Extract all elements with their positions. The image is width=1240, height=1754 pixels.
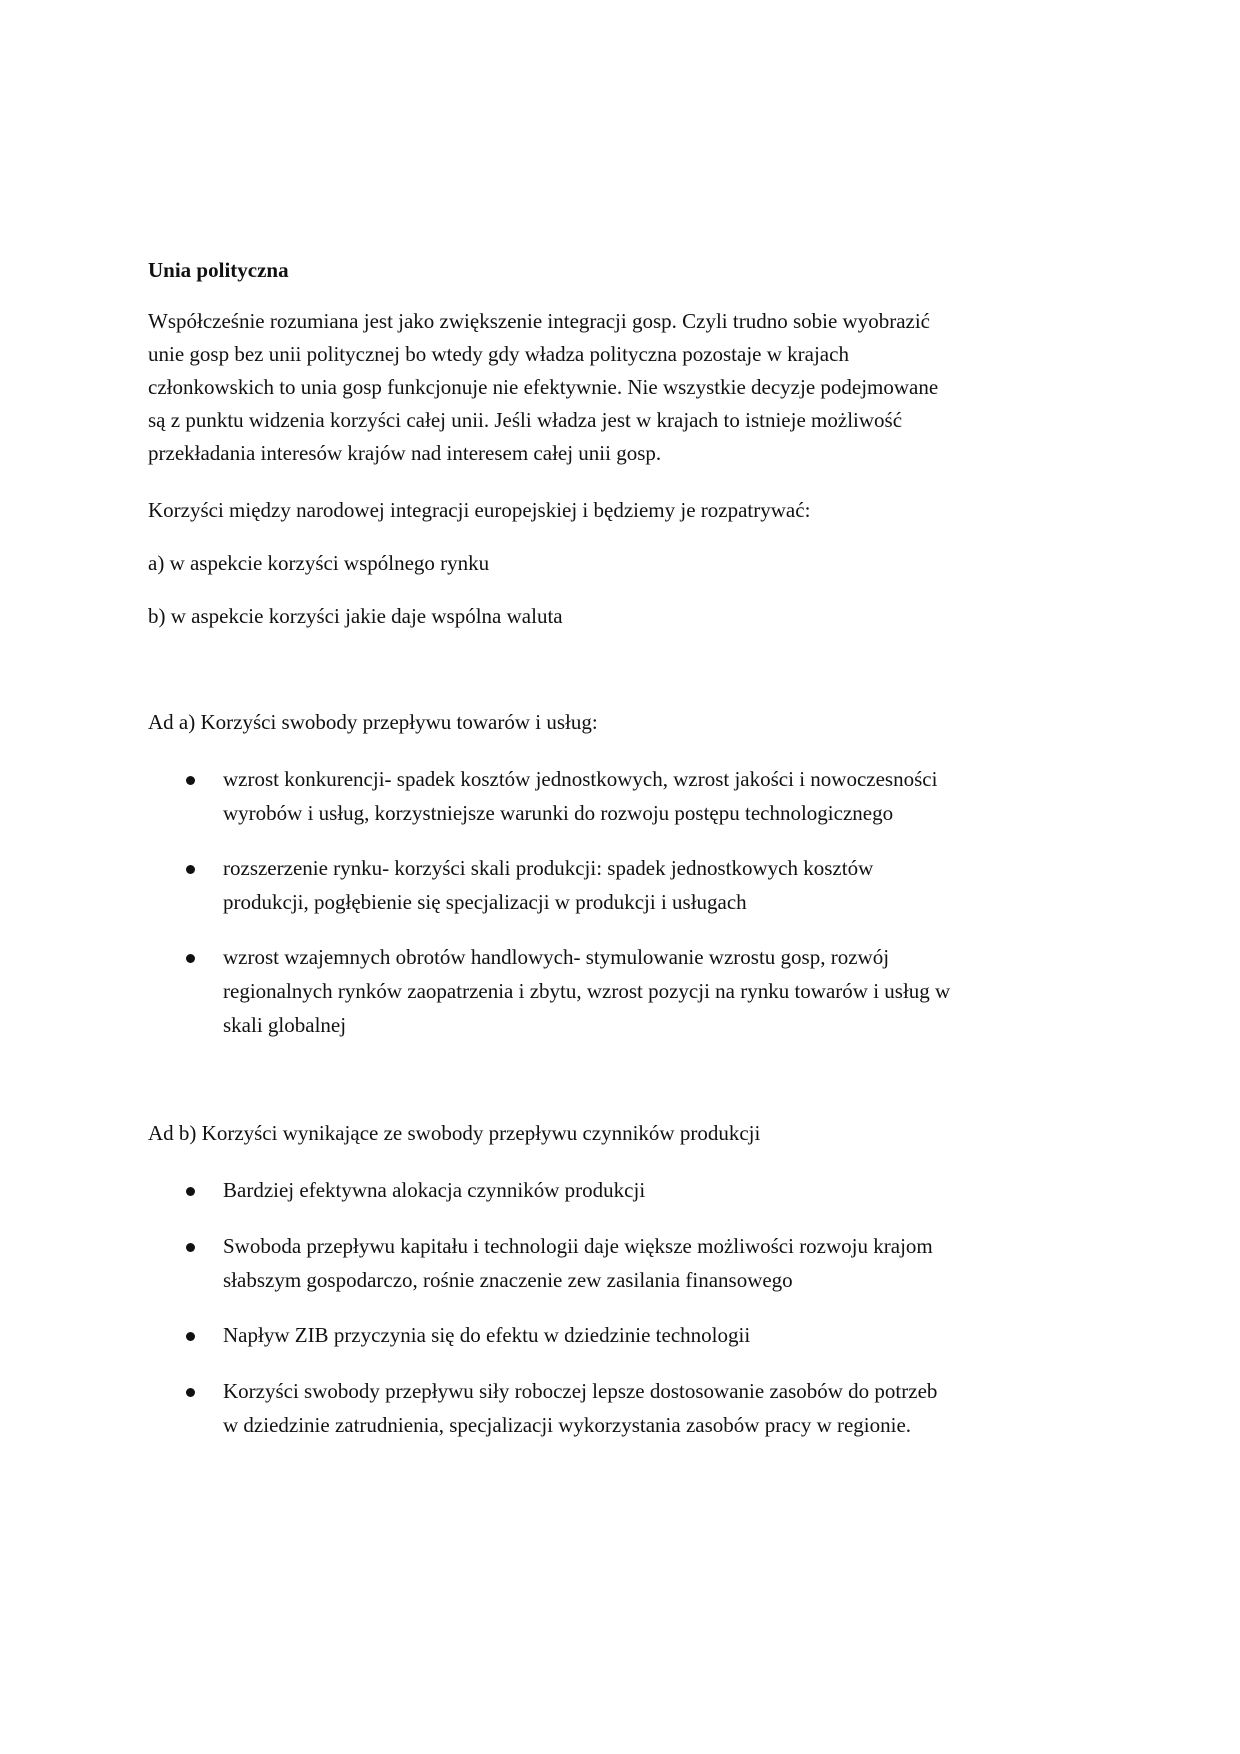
- list-item-line: wzrost wzajemnych obrotów handlowych- stymulowanie wzrostu gosp, rozwój: [223, 945, 890, 969]
- bullet-icon: [186, 1243, 195, 1252]
- paragraph-line: przekładania interesów krajów nad interesem całej unii gosp.: [148, 441, 662, 465]
- list-item-text: [223, 1229, 933, 1297]
- list-item-line: wzrost konkurencji- spadek kosztów jednostkowych, wzrost jakości i nowoczesności: [223, 767, 938, 791]
- intro-paragraph: [148, 305, 1098, 470]
- document-heading: Unia polityczna: [148, 258, 289, 282]
- list-item-text: [223, 1173, 645, 1207]
- bullet-icon: [186, 954, 195, 963]
- list-item-text: [223, 762, 937, 830]
- section-b-title: Ad b) Korzyści wynikające ze swobody przepływu czynników produkcji: [148, 1121, 761, 1145]
- paragraph-line: unie gosp bez unii politycznej bo wtedy gdy władza polityczna pozostaje w krajach: [148, 342, 849, 366]
- list-item-text: [223, 1374, 937, 1442]
- list-item-line: regionalnych rynków zaopatrzenia i zbytu, wzrost pozycji na rynku towarów i usług w: [223, 979, 951, 1003]
- bullet-icon: [186, 776, 195, 785]
- bullet-icon: [186, 865, 195, 874]
- aspect-a: a) w aspekcie korzyści wspólnego rynku: [148, 551, 490, 575]
- list-item-line: Napływ ZIB przyczynia się do efektu w dziedzinie technologii: [223, 1323, 751, 1347]
- paragraph-line: członkowskich to unia gosp funkcjonuje nie efektywnie. Nie wszystkie decyzje podejmowane: [148, 375, 939, 399]
- list-item-line: skali globalnej: [223, 1013, 347, 1037]
- bullet-icon: [186, 1187, 195, 1196]
- list-item-text: [223, 851, 873, 919]
- list-item-line: produkcji, pogłębienie się specjalizacji w produkcji i usługach: [223, 890, 747, 914]
- list-item-text: [223, 1318, 750, 1352]
- list-item-line: słabszym gospodarczo, rośnie znaczenie zew zasilania finansowego: [223, 1268, 793, 1292]
- list-item-text: [223, 940, 950, 1042]
- list-item-line: Swoboda przepływu kapitału i technologii daje większe możliwości rozwoju krajom: [223, 1234, 933, 1258]
- aspect-b: b) w aspekcie korzyści jakie daje wspólna waluta: [148, 604, 563, 628]
- bullet-icon: [186, 1332, 195, 1341]
- paragraph-line: Współcześnie rozumiana jest jako zwiększenie integracji gosp. Czyli trudno sobie wyobrazić: [148, 309, 930, 333]
- list-item-line: rozszerzenie rynku- korzyści skali produkcji: spadek jednostkowych kosztów: [223, 856, 874, 880]
- benefits-intro: Korzyści między narodowej integracji europejskiej i będziemy je rozpatrywać:: [148, 498, 811, 522]
- bullet-icon: [186, 1388, 195, 1397]
- list-item-line: Bardziej efektywna alokacja czynników produkcji: [223, 1178, 646, 1202]
- list-item-line: wyrobów i usług, korzystniejsze warunki do rozwoju postępu technologicznego: [223, 801, 894, 825]
- section-a-title: Ad a) Korzyści swobody przepływu towarów i usług:: [148, 710, 598, 734]
- paragraph-line: są z punktu widzenia korzyści całej unii. Jeśli władza jest w krajach to istnieje możliwość: [148, 408, 903, 432]
- list-item-line: Korzyści swobody przepływu siły roboczej lepsze dostosowanie zasobów do potrzeb: [223, 1379, 938, 1403]
- list-item-line: w dziedzinie zatrudnienia, specjalizacji wykorzystania zasobów pracy w regionie.: [223, 1413, 912, 1437]
